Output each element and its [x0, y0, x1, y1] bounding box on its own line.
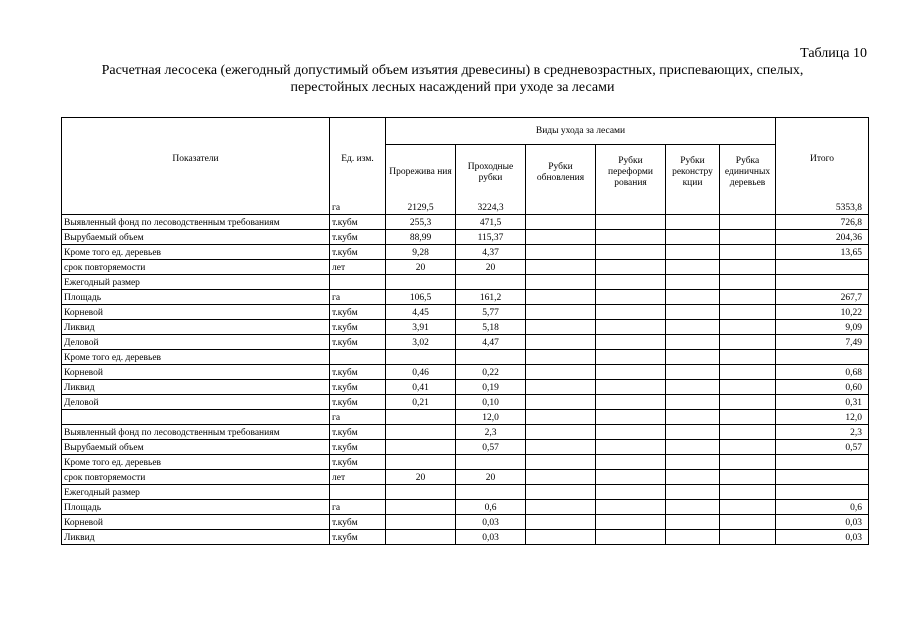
cell-thinning: 88,99: [386, 230, 456, 245]
cell-unit: [330, 485, 386, 500]
cell-single-tree-cutting: [720, 350, 776, 365]
cell-reconstruction-cutting: [666, 425, 720, 440]
cell-reconstruction-cutting: [666, 530, 720, 545]
cell-total: 0,60: [776, 380, 869, 395]
cell-reconstruction-cutting: [666, 410, 720, 425]
cell-single-tree-cutting: [720, 215, 776, 230]
table-row: [62, 515, 869, 530]
cell-passage-cutting: 471,5: [456, 215, 526, 230]
table-row: [62, 335, 869, 350]
cell-thinning: [386, 455, 456, 470]
cell-reconstruction-cutting: [666, 455, 720, 470]
cell-thinning: [386, 515, 456, 530]
cell-single-tree-cutting: [720, 410, 776, 425]
cell-renewal-cutting: [526, 215, 596, 230]
cell-unit: лет: [330, 470, 386, 485]
cell-passage-cutting: 0,57: [456, 440, 526, 455]
cell-reformation-cutting: [596, 380, 666, 395]
cell-renewal-cutting: [526, 230, 596, 245]
cell-unit: га: [330, 290, 386, 305]
cell-passage-cutting: 4,37: [456, 245, 526, 260]
cell-reformation-cutting: [596, 455, 666, 470]
cell-single-tree-cutting: [720, 275, 776, 290]
cell-reformation-cutting: [596, 230, 666, 245]
cell-unit: лет: [330, 260, 386, 275]
cell-thinning: [386, 275, 456, 290]
cell-indicator: Площадь: [62, 500, 330, 515]
cell-reformation-cutting: [596, 395, 666, 410]
cell-thinning: [386, 440, 456, 455]
table-row: [62, 290, 869, 305]
cell-single-tree-cutting: [720, 485, 776, 500]
cell-passage-cutting: 0,10: [456, 395, 526, 410]
table-number: Таблица 10: [800, 46, 867, 61]
cell-thinning: 4,45: [386, 305, 456, 320]
cell-renewal-cutting: [526, 500, 596, 515]
cell-reconstruction-cutting: [666, 335, 720, 350]
cell-reconstruction-cutting: [666, 470, 720, 485]
cell-thinning: 0,46: [386, 365, 456, 380]
cell-reformation-cutting: [596, 335, 666, 350]
cell-unit: га: [330, 500, 386, 515]
cell-passage-cutting: [456, 455, 526, 470]
header-reconstruction-cutting: Рубки реконстру кции: [666, 145, 720, 201]
cell-renewal-cutting: [526, 260, 596, 275]
cell-total: 267,7: [776, 290, 869, 305]
cell-reformation-cutting: [596, 425, 666, 440]
cell-unit: т.кубм: [330, 230, 386, 245]
cell-renewal-cutting: [526, 305, 596, 320]
cell-indicator: Корневой: [62, 305, 330, 320]
header-thinning: Прорежива ния: [386, 145, 456, 201]
cell-renewal-cutting: [526, 200, 596, 215]
cell-total: 0,03: [776, 515, 869, 530]
cell-total: 12,0: [776, 410, 869, 425]
cell-renewal-cutting: [526, 245, 596, 260]
cell-renewal-cutting: [526, 290, 596, 305]
cell-total: 10,22: [776, 305, 869, 320]
cell-thinning: [386, 500, 456, 515]
cell-reformation-cutting: [596, 365, 666, 380]
cell-indicator: срок повторяемости: [62, 470, 330, 485]
cell-total: 0,68: [776, 365, 869, 380]
cell-renewal-cutting: [526, 335, 596, 350]
cell-unit: т.кубм: [330, 425, 386, 440]
cell-reconstruction-cutting: [666, 230, 720, 245]
cell-renewal-cutting: [526, 455, 596, 470]
cell-passage-cutting: 20: [456, 260, 526, 275]
cell-reformation-cutting: [596, 320, 666, 335]
header-reformation-cutting: Рубки переформи рования: [596, 145, 666, 201]
cell-reconstruction-cutting: [666, 305, 720, 320]
cell-unit: т.кубм: [330, 455, 386, 470]
cell-reformation-cutting: [596, 290, 666, 305]
table-row: [62, 230, 869, 245]
cell-indicator: Вырубаемый объем: [62, 440, 330, 455]
table-row: [62, 425, 869, 440]
cell-unit: т.кубм: [330, 395, 386, 410]
cell-single-tree-cutting: [720, 455, 776, 470]
cell-thinning: [386, 425, 456, 440]
cell-reconstruction-cutting: [666, 200, 720, 215]
cell-thinning: 20: [386, 470, 456, 485]
cell-passage-cutting: 20: [456, 470, 526, 485]
cell-indicator: срок повторяемости: [62, 260, 330, 275]
cell-indicator: Выявленный фонд по лесоводственным требованиям: [62, 215, 330, 230]
cell-unit: т.кубм: [330, 380, 386, 395]
cell-total: 204,36: [776, 230, 869, 245]
table-row: [62, 350, 869, 365]
cell-passage-cutting: 0,03: [456, 530, 526, 545]
cell-renewal-cutting: [526, 350, 596, 365]
cell-unit: т.кубм: [330, 440, 386, 455]
table-row: [62, 260, 869, 275]
cell-unit: т.кубм: [330, 365, 386, 380]
table-row: [62, 320, 869, 335]
cell-passage-cutting: 0,19: [456, 380, 526, 395]
cell-reconstruction-cutting: [666, 515, 720, 530]
cell-total: [776, 350, 869, 365]
cell-indicator: Деловой: [62, 395, 330, 410]
cell-indicator: Выявленный фонд по лесоводственным требованиям: [62, 425, 330, 440]
cell-renewal-cutting: [526, 410, 596, 425]
cell-passage-cutting: 0,6: [456, 500, 526, 515]
cell-indicator: Ежегодный размер: [62, 485, 330, 500]
header-unit: Ед. изм.: [330, 118, 386, 201]
table-row: [62, 485, 869, 500]
cell-single-tree-cutting: [720, 440, 776, 455]
cell-indicator: Ликвид: [62, 380, 330, 395]
cell-passage-cutting: [456, 485, 526, 500]
cell-thinning: 9,28: [386, 245, 456, 260]
cell-reconstruction-cutting: [666, 260, 720, 275]
table-row: [62, 410, 869, 425]
cell-thinning: [386, 350, 456, 365]
cell-reconstruction-cutting: [666, 350, 720, 365]
cell-unit: т.кубм: [330, 245, 386, 260]
cell-reformation-cutting: [596, 215, 666, 230]
cell-single-tree-cutting: [720, 530, 776, 545]
cell-total: 0,57: [776, 440, 869, 455]
cell-total: 0,03: [776, 530, 869, 545]
cell-total: 726,8: [776, 215, 869, 230]
cell-passage-cutting: 3224,3: [456, 200, 526, 215]
cell-thinning: 3,91: [386, 320, 456, 335]
cell-reconstruction-cutting: [666, 215, 720, 230]
cell-indicator: Ликвид: [62, 320, 330, 335]
table-row: [62, 470, 869, 485]
cell-indicator: Кроме того ед. деревьев: [62, 350, 330, 365]
cell-passage-cutting: 5,77: [456, 305, 526, 320]
cell-reconstruction-cutting: [666, 290, 720, 305]
cell-unit: [330, 275, 386, 290]
table-title-line-1: Расчетная лесосека (ежегодный допустимый объем изъятия древесины) в средневозрастных, приспевающих, спелых,: [101, 63, 804, 78]
cell-reconstruction-cutting: [666, 500, 720, 515]
cell-single-tree-cutting: [720, 335, 776, 350]
table-row: [62, 215, 869, 230]
cell-single-tree-cutting: [720, 245, 776, 260]
header-passage-cutting: Проходные рубки: [456, 145, 526, 201]
header-care-types-group: Виды ухода за лесами: [386, 118, 776, 145]
cell-reformation-cutting: [596, 245, 666, 260]
cell-total: 9,09: [776, 320, 869, 335]
cell-passage-cutting: 0,03: [456, 515, 526, 530]
cell-unit: т.кубм: [330, 215, 386, 230]
cell-passage-cutting: 161,2: [456, 290, 526, 305]
cell-renewal-cutting: [526, 380, 596, 395]
cell-thinning: 20: [386, 260, 456, 275]
cell-reconstruction-cutting: [666, 395, 720, 410]
cell-unit: т.кубм: [330, 530, 386, 545]
cell-unit: т.кубм: [330, 515, 386, 530]
cell-total: 2,3: [776, 425, 869, 440]
cell-thinning: [386, 485, 456, 500]
table-row: [62, 365, 869, 380]
timber-harvest-table: [61, 117, 869, 545]
cell-reconstruction-cutting: [666, 275, 720, 290]
cell-reformation-cutting: [596, 305, 666, 320]
cell-passage-cutting: [456, 275, 526, 290]
cell-reformation-cutting: [596, 200, 666, 215]
cell-total: 0,31: [776, 395, 869, 410]
cell-reformation-cutting: [596, 500, 666, 515]
cell-total: 13,65: [776, 245, 869, 260]
cell-indicator: Кроме того ед. деревьев: [62, 245, 330, 260]
cell-unit: т.кубм: [330, 335, 386, 350]
cell-renewal-cutting: [526, 395, 596, 410]
cell-passage-cutting: 5,18: [456, 320, 526, 335]
cell-thinning: 0,21: [386, 395, 456, 410]
cell-reformation-cutting: [596, 530, 666, 545]
header-total: Итого: [776, 118, 869, 201]
cell-single-tree-cutting: [720, 230, 776, 245]
table-row: [62, 380, 869, 395]
cell-reconstruction-cutting: [666, 485, 720, 500]
cell-single-tree-cutting: [720, 470, 776, 485]
cell-total: [776, 260, 869, 275]
cell-total: 0,6: [776, 500, 869, 515]
cell-reconstruction-cutting: [666, 365, 720, 380]
cell-indicator: Деловой: [62, 335, 330, 350]
cell-single-tree-cutting: [720, 515, 776, 530]
cell-renewal-cutting: [526, 425, 596, 440]
cell-reformation-cutting: [596, 275, 666, 290]
cell-reconstruction-cutting: [666, 440, 720, 455]
cell-indicator: Ежегодный размер: [62, 275, 330, 290]
cell-reformation-cutting: [596, 260, 666, 275]
cell-unit: га: [330, 410, 386, 425]
cell-total: [776, 485, 869, 500]
table-row: [62, 455, 869, 470]
cell-indicator: [62, 410, 330, 425]
cell-thinning: 3,02: [386, 335, 456, 350]
cell-passage-cutting: 4,47: [456, 335, 526, 350]
cell-thinning: [386, 530, 456, 545]
cell-renewal-cutting: [526, 320, 596, 335]
header-indicator: Показатели: [62, 118, 330, 201]
table-row: [62, 200, 869, 215]
cell-indicator: Кроме того ед. деревьев: [62, 455, 330, 470]
table-row: [62, 305, 869, 320]
cell-unit: т.кубм: [330, 320, 386, 335]
cell-reconstruction-cutting: [666, 380, 720, 395]
cell-total: [776, 275, 869, 290]
cell-indicator: Площадь: [62, 290, 330, 305]
cell-single-tree-cutting: [720, 290, 776, 305]
cell-passage-cutting: 0,22: [456, 365, 526, 380]
cell-renewal-cutting: [526, 365, 596, 380]
header-renewal-cutting: Рубки обновления: [526, 145, 596, 201]
cell-total: [776, 470, 869, 485]
cell-unit: [330, 350, 386, 365]
cell-reformation-cutting: [596, 350, 666, 365]
cell-single-tree-cutting: [720, 425, 776, 440]
cell-passage-cutting: 12,0: [456, 410, 526, 425]
cell-total: 7,49: [776, 335, 869, 350]
cell-single-tree-cutting: [720, 320, 776, 335]
cell-reconstruction-cutting: [666, 245, 720, 260]
cell-single-tree-cutting: [720, 395, 776, 410]
cell-total: [776, 455, 869, 470]
cell-thinning: 106,5: [386, 290, 456, 305]
cell-thinning: 2129,5: [386, 200, 456, 215]
cell-renewal-cutting: [526, 275, 596, 290]
cell-unit: га: [330, 200, 386, 215]
table-row: [62, 395, 869, 410]
cell-thinning: [386, 410, 456, 425]
cell-indicator: Корневой: [62, 515, 330, 530]
cell-renewal-cutting: [526, 515, 596, 530]
table-row: [62, 245, 869, 260]
cell-single-tree-cutting: [720, 305, 776, 320]
cell-renewal-cutting: [526, 440, 596, 455]
cell-renewal-cutting: [526, 470, 596, 485]
table-title-line-2: перестойных лесных насаждений при уходе за лесами: [290, 80, 615, 95]
cell-single-tree-cutting: [720, 260, 776, 275]
cell-reformation-cutting: [596, 515, 666, 530]
cell-reformation-cutting: [596, 470, 666, 485]
cell-indicator: Ликвид: [62, 530, 330, 545]
cell-unit: т.кубм: [330, 305, 386, 320]
cell-indicator: Вырубаемый объем: [62, 230, 330, 245]
cell-single-tree-cutting: [720, 500, 776, 515]
cell-reformation-cutting: [596, 440, 666, 455]
cell-total: 5353,8: [776, 200, 869, 215]
cell-reconstruction-cutting: [666, 320, 720, 335]
cell-passage-cutting: 115,37: [456, 230, 526, 245]
table-row: [62, 500, 869, 515]
header-single-tree-cutting: Рубка единичных деревьев: [720, 145, 776, 201]
cell-thinning: 0,41: [386, 380, 456, 395]
cell-thinning: 255,3: [386, 215, 456, 230]
cell-reformation-cutting: [596, 485, 666, 500]
cell-passage-cutting: [456, 350, 526, 365]
table-row: [62, 530, 869, 545]
cell-renewal-cutting: [526, 485, 596, 500]
cell-indicator: Корневой: [62, 365, 330, 380]
cell-single-tree-cutting: [720, 365, 776, 380]
cell-indicator: [62, 200, 330, 215]
cell-renewal-cutting: [526, 530, 596, 545]
cell-reformation-cutting: [596, 410, 666, 425]
table-row: [62, 440, 869, 455]
cell-passage-cutting: 2,3: [456, 425, 526, 440]
cell-single-tree-cutting: [720, 380, 776, 395]
table-row: [62, 275, 869, 290]
cell-single-tree-cutting: [720, 200, 776, 215]
